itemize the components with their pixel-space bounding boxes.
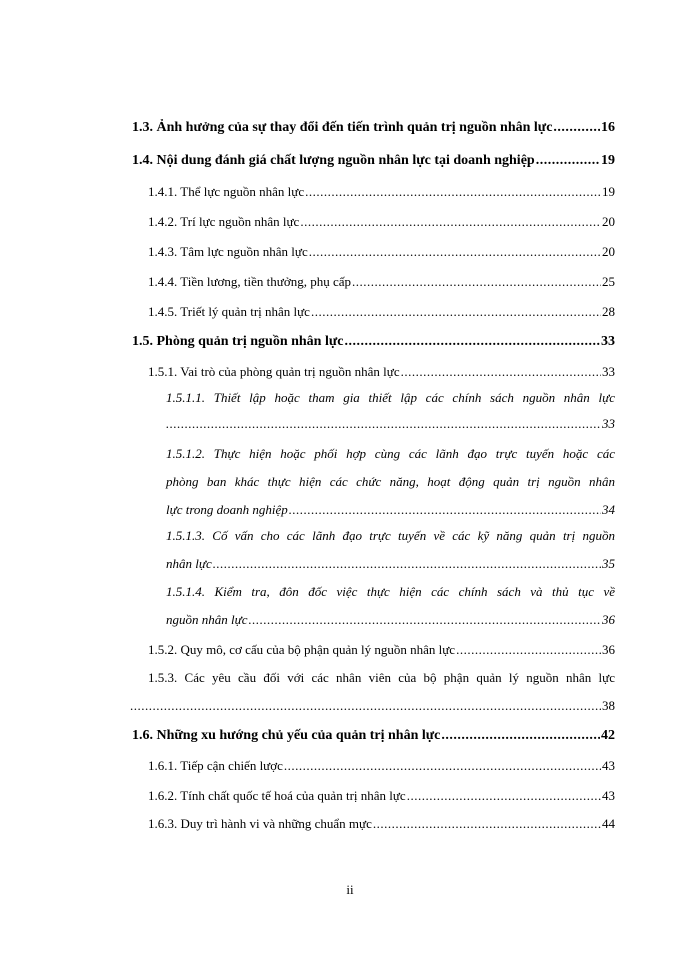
- toc-leader: [289, 502, 601, 518]
- toc-entry-1-5-2[interactable]: [148, 642, 615, 658]
- toc-page: 42: [601, 728, 615, 743]
- toc-entry-1-6-3[interactable]: [148, 816, 615, 832]
- toc-title: 1.6.3. Duy trì hành vi và những chuẩn mực: [148, 816, 372, 831]
- toc-entry-1-5-1-1-line1[interactable]: 1.5.1.1. Thiết lập hoặc tham gia thiết lập các chính sách nguồn nhân lực: [166, 390, 615, 405]
- page-number: ii: [346, 882, 354, 897]
- toc-entry-1-4-1[interactable]: [148, 184, 615, 200]
- toc-title: 1.5.1. Vai trò của phòng quản trị nguồn nhân lực: [148, 364, 400, 379]
- toc-page: 19: [601, 153, 615, 168]
- toc-leader: [213, 556, 601, 572]
- toc-title: 1.4.5. Triết lý quản trị nhân lực: [148, 304, 310, 319]
- toc-page: 28: [602, 304, 615, 319]
- toc-entry-1-5-1-2-line3[interactable]: [166, 502, 615, 518]
- toc-page: 20: [602, 214, 615, 229]
- toc-page: 33: [601, 334, 615, 349]
- toc-page: 38: [602, 698, 615, 713]
- toc-title: 1.5. Phòng quản trị nguồn nhân lực: [132, 334, 344, 349]
- toc-title: 1.4.1. Thể lực nguồn nhân lực: [148, 184, 305, 199]
- toc-title: 1.3. Ảnh hưởng của sự thay đổi đến tiến trình quản trị nguồn nhân lực: [132, 120, 553, 135]
- toc-entry-1-5-3-line2[interactable]: [130, 698, 615, 714]
- toc-entry-1-4-4[interactable]: [148, 274, 615, 290]
- toc-entry-1-6[interactable]: [132, 728, 615, 744]
- toc-page: 34: [602, 502, 615, 517]
- toc-leader: [373, 816, 601, 832]
- toc-entry-1-5-1-4-line2[interactable]: [166, 612, 615, 628]
- toc-leader: [248, 612, 601, 628]
- toc-entry-1-5-1-4-line1[interactable]: 1.5.1.4. Kiểm tra, đôn đốc việc thực hiện các chính sách và thủ tục về: [166, 584, 615, 599]
- toc-leader: [352, 274, 601, 290]
- toc-leader: [441, 728, 600, 744]
- toc-title: 1.6.1. Tiếp cận chiến lược: [148, 758, 283, 773]
- toc-page: 44: [602, 816, 615, 831]
- toc-page: 36: [602, 612, 615, 627]
- toc-title: nhân lực: [166, 556, 212, 571]
- toc-title: 1.5.2. Quy mô, cơ cấu của bộ phận quản lý nguồn nhân lực: [148, 642, 456, 657]
- toc-entry-1-5-1-3-line1[interactable]: 1.5.1.3. Cố vấn cho các lãnh đạo trực tuyến về các kỹ năng quản trị nguồn: [166, 528, 615, 543]
- toc-leader: [456, 642, 601, 658]
- toc-entry-1-5-1-3-line2[interactable]: [166, 556, 615, 572]
- toc-entry-1-6-2[interactable]: [148, 788, 615, 804]
- toc-entry-1-5-1-1-line2[interactable]: [166, 416, 615, 432]
- toc-page: 43: [602, 788, 615, 803]
- toc-title: 1.6.2. Tính chất quốc tế hoá của quản trị nhân lực: [148, 788, 406, 803]
- toc-entry-1-5-1[interactable]: [148, 364, 615, 380]
- toc-title: 1.6. Những xu hướng chủ yếu của quản trị nhân lực: [132, 728, 441, 743]
- toc-entry-1-5-1-2-line2[interactable]: phòng ban khác thực hiện các chức năng, hoạt động quản trị nguồn nhân: [166, 474, 615, 489]
- toc-page: 16: [601, 120, 615, 135]
- toc-leader: [311, 304, 601, 320]
- toc-title: 1.4.2. Trí lực nguồn nhân lực: [148, 214, 300, 229]
- toc-leader: [344, 334, 600, 350]
- toc-page: 35: [602, 556, 615, 571]
- toc-entry-1-5[interactable]: [132, 334, 615, 350]
- toc-entry-1-3[interactable]: [132, 120, 615, 136]
- toc-leader: [284, 758, 601, 774]
- toc-leader: [536, 153, 600, 169]
- toc-leader: [300, 214, 601, 230]
- toc-page: 43: [602, 758, 615, 773]
- toc-leader: [130, 698, 601, 714]
- toc-leader: [407, 788, 601, 804]
- toc-entry-1-4-2[interactable]: [148, 214, 615, 230]
- toc-title: 1.4.4. Tiền lương, tiền thưởng, phụ cấp: [148, 274, 351, 289]
- toc-entry-1-5-3-line1[interactable]: 1.5.3. Các yêu cầu đối với các nhân viên của bộ phận quản lý nguồn nhân lực: [148, 670, 615, 685]
- toc-entry-1-4[interactable]: [132, 153, 615, 169]
- toc-page: 19: [602, 184, 615, 199]
- toc-entry-1-5-1-2-line1[interactable]: 1.5.1.2. Thực hiện hoặc phối hợp cùng các lãnh đạo trực tuyến hoặc các: [166, 446, 615, 461]
- toc-title: lực trong doanh nghiệp: [166, 502, 288, 517]
- toc-title: 1.4. Nội dung đánh giá chất lượng nguồn nhân lực tại doanh nghiệp: [132, 153, 535, 168]
- toc-page: 36: [602, 642, 615, 657]
- toc-title: 1.4.3. Tâm lực nguồn nhân lực: [148, 244, 308, 259]
- toc-page: 25: [602, 274, 615, 289]
- toc-leader: [401, 364, 601, 380]
- toc-entry-1-4-3[interactable]: [148, 244, 615, 260]
- toc-page: 20: [602, 244, 615, 259]
- toc-leader: [309, 244, 601, 260]
- toc-entry-1-4-5[interactable]: [148, 304, 615, 320]
- toc-page: 33: [602, 364, 615, 379]
- toc-title: nguồn nhân lực: [166, 612, 248, 627]
- toc-page: 33: [602, 416, 615, 431]
- toc-entry-1-6-1[interactable]: [148, 758, 615, 774]
- toc-leader: [166, 416, 601, 432]
- toc-leader: [305, 184, 601, 200]
- toc-leader: [553, 120, 600, 136]
